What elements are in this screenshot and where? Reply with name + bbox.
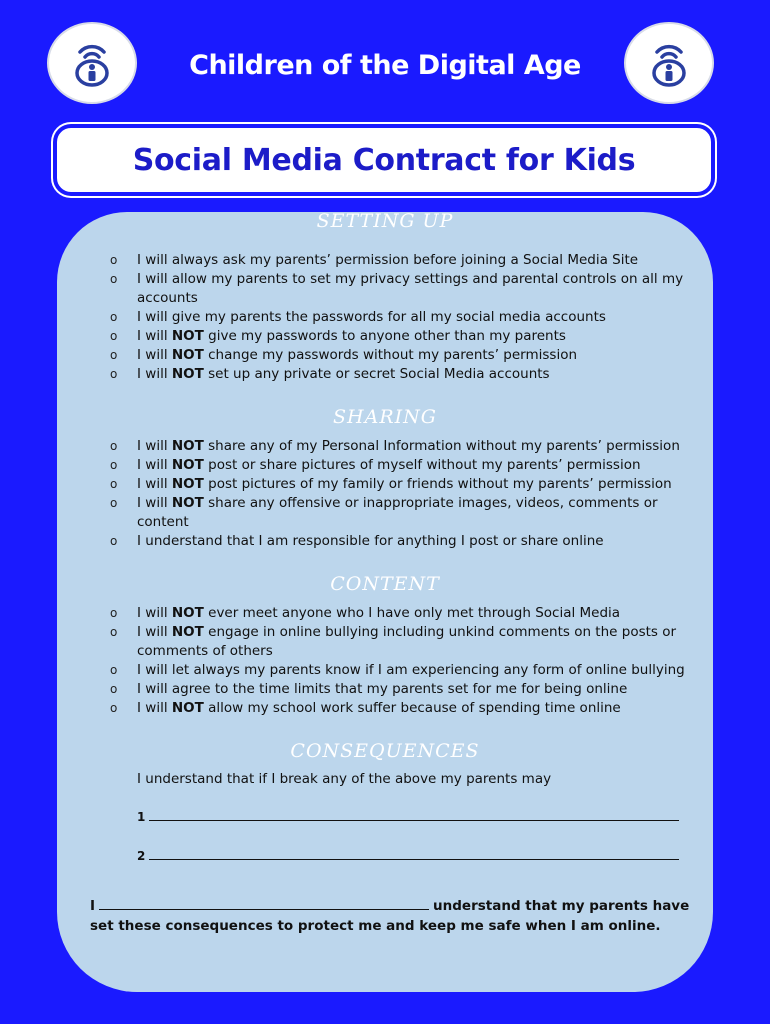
section-heading-content: CONTENT <box>330 573 440 595</box>
sharing-list <box>110 437 710 551</box>
list-item: o I will NOT allow my school work suffer because of spending time online <box>110 700 621 716</box>
name-blank-rule[interactable] <box>99 908 429 910</box>
list-item: o I will agree to the time limits that my parents set for me for being online <box>110 681 628 697</box>
list-item: o I will NOT engage in online bullying including unkind comments on the posts or comments of others <box>110 624 677 659</box>
list-item: o I understand that I am responsible for anything I post or share online <box>110 533 604 549</box>
list-item: o I will NOT share any offensive or inappropriate images, videos, comments or content <box>110 495 658 530</box>
bullet-icon: o <box>110 458 118 472</box>
bullet-icon: o <box>110 329 118 343</box>
bullet-icon: o <box>110 496 118 510</box>
wifi-person-icon <box>70 38 114 88</box>
logo-left <box>47 22 137 104</box>
bullet-icon: o <box>110 439 118 453</box>
bullet-icon: o <box>110 348 118 362</box>
bullet-icon: o <box>110 606 118 620</box>
consequences-intro: I understand that if I break any of the above my parents may <box>137 771 552 787</box>
logo-right <box>624 22 714 104</box>
section-heading-setting-up: SETTING UP <box>316 210 454 232</box>
child-statement: I understand that my parents have set these consequences to protect me and keep me safe when I am online. <box>90 898 690 934</box>
bullet-icon: o <box>110 367 118 381</box>
list-item: o I will NOT post pictures of my family or friends without my parents’ permission <box>110 476 672 492</box>
list-item: o I will allow my parents to set my privacy settings and parental controls on all my accounts <box>110 271 684 306</box>
setting-up-list <box>110 251 710 384</box>
bullet-icon: o <box>110 477 118 491</box>
contract-title: Social Media Contract for Kids <box>132 142 636 178</box>
bullet-icon: o <box>110 663 118 677</box>
bullet-icon: o <box>110 272 118 286</box>
list-item: o I will let always my parents know if I am experiencing any form of online bullying <box>110 662 685 678</box>
list-item: o I will give my parents the passwords for all my social media accounts <box>110 309 606 325</box>
list-item: o I will NOT set up any private or secret Social Media accounts <box>110 366 550 382</box>
bullet-icon: o <box>110 682 118 696</box>
list-item: o I will NOT give my passwords to anyone other than my parents <box>110 328 566 344</box>
contract-title-box <box>57 128 711 192</box>
consequence-line-2: 2 <box>137 849 679 863</box>
section-heading-sharing: SHARING <box>333 406 437 428</box>
list-item: o I will NOT share any of my Personal Information without my parents’ permission <box>110 438 680 454</box>
list-item: o I will NOT change my passwords without my parents’ permission <box>110 347 578 363</box>
bullet-icon: o <box>110 625 118 639</box>
bullet-icon: o <box>110 534 118 548</box>
list-item: o I will always ask my parents’ permission before joining a Social Media Site <box>110 252 639 268</box>
header-title: Children of the Digital Age <box>189 50 581 81</box>
consequence-line-1: 1 <box>137 810 679 824</box>
bullet-icon: o <box>110 253 118 267</box>
wifi-person-icon <box>647 38 691 88</box>
list-item: o I will NOT ever meet anyone who I have only met through Social Media <box>110 605 621 621</box>
blank-rule[interactable] <box>149 819 679 821</box>
content-list <box>110 604 710 718</box>
section-heading-consequences: CONSEQUENCES <box>290 740 480 762</box>
bullet-icon: o <box>110 310 118 324</box>
list-item: o I will NOT post or share pictures of myself without my parents’ permission <box>110 457 641 473</box>
blank-rule[interactable] <box>149 858 679 860</box>
bullet-icon: o <box>110 701 118 715</box>
